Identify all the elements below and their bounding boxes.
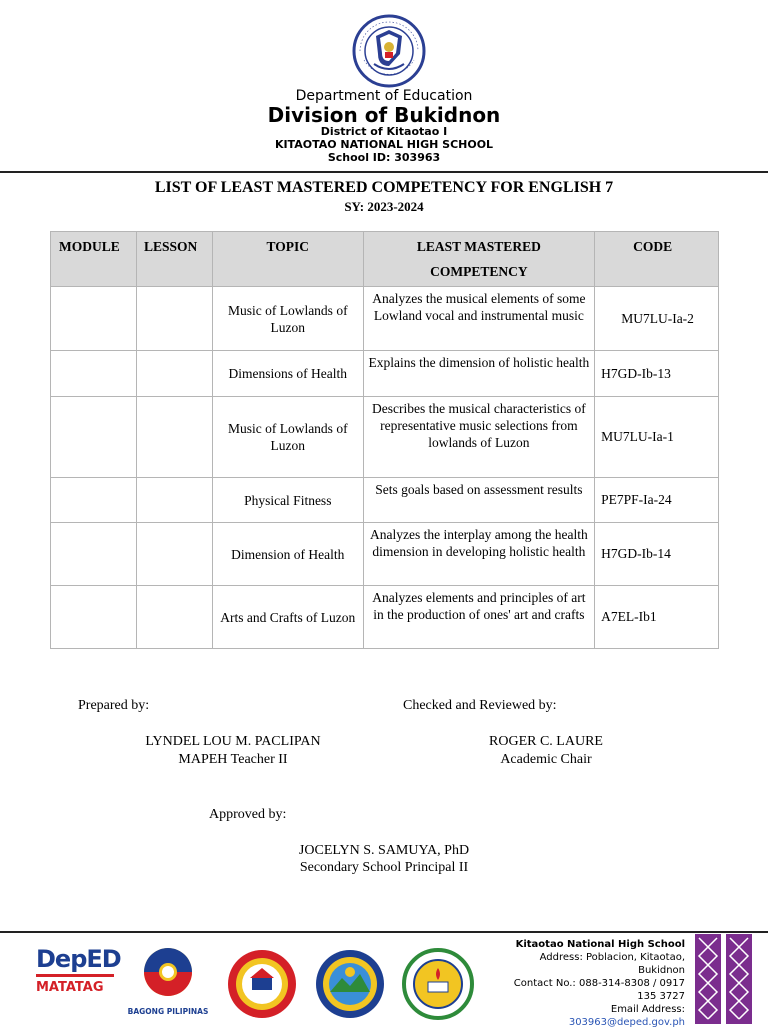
table-row [51, 523, 719, 586]
cell-lesson [136, 586, 212, 649]
table-header-row [51, 232, 719, 287]
checked-by-name: ROGER C. LAURE [489, 734, 603, 749]
checked-by-label: Checked and Reviewed by: [403, 698, 557, 713]
deped-region-seal-icon [226, 948, 298, 1020]
cell-code: MU7LU-Ia-2 [595, 287, 719, 351]
cell-code: MU7LU-Ia-1 [595, 397, 719, 478]
district-name: District of Kitaotao I [320, 125, 448, 138]
division-name: Division of Bukidnon [267, 103, 501, 127]
footer-school-name: Kitaotao National High School [515, 939, 685, 950]
cell-module [51, 523, 137, 586]
cell-topic: Music of Lowlands of Luzon [212, 287, 363, 351]
footer-email-label: Email Address: [610, 1004, 685, 1015]
bagong-pilipinas-text: BAGONG PILIPINAS [127, 1007, 209, 1016]
table-row [51, 351, 719, 397]
footer-divider [0, 931, 768, 933]
bagong-pilipinas-logo [126, 942, 210, 1016]
footer-address-block [465, 938, 685, 1029]
cell-topic: Dimensions of Health [212, 351, 363, 397]
header-topic: TOPIC [212, 232, 363, 287]
deped-logo-text: DepED [36, 945, 121, 973]
cell-code: A7EL-Ib1 [595, 586, 719, 649]
header-lesson: LESSON [136, 232, 212, 287]
header-code: CODE [595, 232, 719, 287]
cell-module [51, 351, 137, 397]
cell-lesson [136, 287, 212, 351]
cell-module [51, 586, 137, 649]
competency-table [50, 231, 719, 649]
division-bukidnon-seal-icon [314, 948, 386, 1020]
cell-lesson [136, 478, 212, 523]
school-id: School ID: 303963 [327, 151, 441, 164]
cell-competency: Sets goals based on assessment results [363, 478, 595, 523]
cell-topic: Arts and Crafts of Luzon [212, 586, 363, 649]
school-year: SY: 2023-2024 [344, 199, 424, 214]
cell-code: H7GD-Ib-13 [595, 351, 719, 397]
header-module: MODULE [51, 232, 137, 287]
cell-lesson [136, 351, 212, 397]
cell-competency: Explains the dimension of holistic health [363, 351, 595, 397]
cell-competency: Analyzes the interplay among the health dimension in developing holistic health [363, 523, 595, 586]
school-name: KITAOTAO NATIONAL HIGH SCHOOL [274, 138, 494, 151]
cell-topic: Music of Lowlands of Luzon [212, 397, 363, 478]
cell-competency: Analyzes elements and principles of art in the production of ones' art and crafts [363, 586, 595, 649]
cell-competency: Analyzes the musical elements of some Lowland vocal and instrumental music [363, 287, 595, 351]
cell-lesson [136, 523, 212, 586]
cell-module [51, 397, 137, 478]
approved-by-title: Secondary School Principal II [299, 860, 469, 875]
approved-by-label: Approved by: [209, 807, 287, 822]
footer-address-line2: Bukidnon [638, 965, 685, 976]
table-row [51, 397, 719, 478]
ethnic-pattern-icon [695, 934, 753, 1024]
header-competency: LEAST MASTERED COMPETENCY [363, 232, 595, 287]
cell-module [51, 478, 137, 523]
prepared-by-name: LYNDEL LOU M. PACLIPAN [145, 734, 321, 749]
cell-lesson [136, 397, 212, 478]
department-name: Department of Education [295, 88, 473, 104]
cell-topic: Physical Fitness [212, 478, 363, 523]
deped-seal-logo [352, 14, 426, 88]
document-title: LIST OF LEAST MASTERED COMPETENCY FOR ENGLISH 7 [154, 179, 614, 196]
table-row [51, 586, 719, 649]
header-divider [0, 171, 768, 173]
footer-email-link[interactable]: 303963@deped.gov.ph [568, 1017, 685, 1028]
cell-module [51, 287, 137, 351]
cell-code: H7GD-Ib-14 [595, 523, 719, 586]
approved-by-name: JOCELYN S. SAMUYA, PhD [298, 843, 470, 858]
bagong-pilipinas-emblem-icon [126, 942, 210, 1000]
footer-address-line1: Address: Poblacion, Kitaotao, [539, 952, 685, 963]
table-row [51, 287, 719, 351]
cell-code: PE7PF-Ia-24 [595, 478, 719, 523]
prepared-by-label: Prepared by: [78, 698, 150, 713]
checked-by-title: Academic Chair [500, 752, 592, 767]
deped-matatag-logo [36, 946, 120, 1016]
footer-contact-line1: Contact No.: 088-314-8308 / 0917 [513, 978, 685, 989]
table-row [51, 478, 719, 523]
prepared-by-title: MAPEH Teacher II [178, 752, 288, 767]
cell-topic: Dimension of Health [212, 523, 363, 586]
matatag-text: MATATAG [36, 980, 104, 995]
school-seal-icon [402, 948, 474, 1020]
cell-competency: Describes the musical characteristics of representative music selections from lowlands of Luzon [363, 397, 595, 478]
footer-contact-line2: 135 3727 [637, 991, 685, 1002]
